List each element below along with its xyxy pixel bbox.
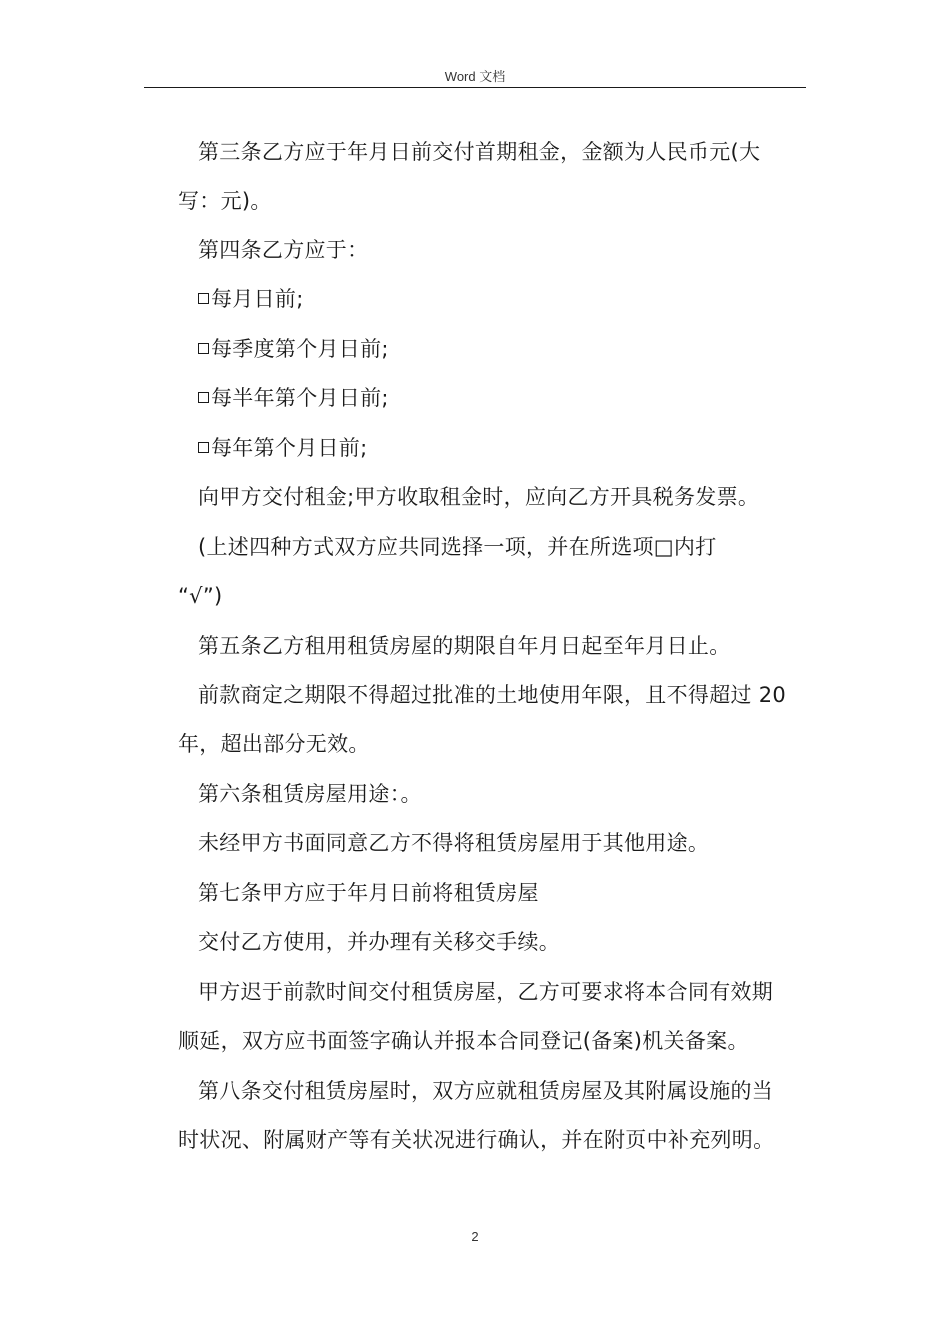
option-line [198,285,304,313]
paragraph-line: 时状况、附属财产等有关状况进行确认，并在附页中补充列明。 [178,1128,775,1152]
checkbox-icon [198,442,209,453]
checkbox-icon [198,392,209,403]
paragraph-line: “√”) [178,584,223,608]
option-label: 每年第个月日前; [211,436,368,460]
option-label: 每季度第个月日前; [211,337,389,361]
header-divider [144,87,806,88]
option-line [198,335,389,363]
paragraph-line: (上述四种方式双方应共同选择一项，并在所选项□内打 [198,535,717,559]
checkbox-icon [198,343,209,354]
paragraph-line: 甲方迟于前款时间交付租赁房屋，乙方可要求将本合同有效期 [198,980,774,1004]
paragraph-line: 写：元)。 [178,189,272,213]
paragraph-line: 第四条乙方应于： [198,238,369,262]
page-number: 2 [471,1229,479,1244]
paragraph-line: 未经甲方书面同意乙方不得将租赁房屋用于其他用途。 [198,831,710,855]
paragraph-line: 顺延，双方应书面签字确认并报本合同登记(备案)机关备案。 [178,1029,749,1053]
option-line [198,384,389,412]
paragraph-line: 年，超出部分无效。 [178,732,370,756]
paragraph-line: 向甲方交付租金;甲方收取租金时，应向乙方开具税务发票。 [198,485,760,509]
paragraph-line: 第三条乙方应于年月日前交付首期租金，金额为人民币元(大 [198,140,761,164]
paragraph-line: 第八条交付租赁房屋时，双方应就租赁房屋及其附属设施的当 [198,1079,774,1103]
paragraph-line: 第六条租赁房屋用途：。 [198,782,422,806]
paragraph-line: 第七条甲方应于年月日前将租赁房屋 [198,881,539,905]
option-label: 每月日前; [211,287,304,311]
paragraph-line: 交付乙方使用，并办理有关移交手续。 [198,930,561,954]
paragraph-line: 前款商定之期限不得超过批准的土地使用年限，且不得超过 20 [198,683,787,707]
option-label: 每半年第个月日前; [211,386,389,410]
option-line [198,434,367,462]
checkbox-icon [198,293,209,304]
paragraph-line: 第五条乙方租用租赁房屋的期限自年月日起至年月日止。 [198,634,731,658]
page-header: Word 文档 [444,69,506,84]
